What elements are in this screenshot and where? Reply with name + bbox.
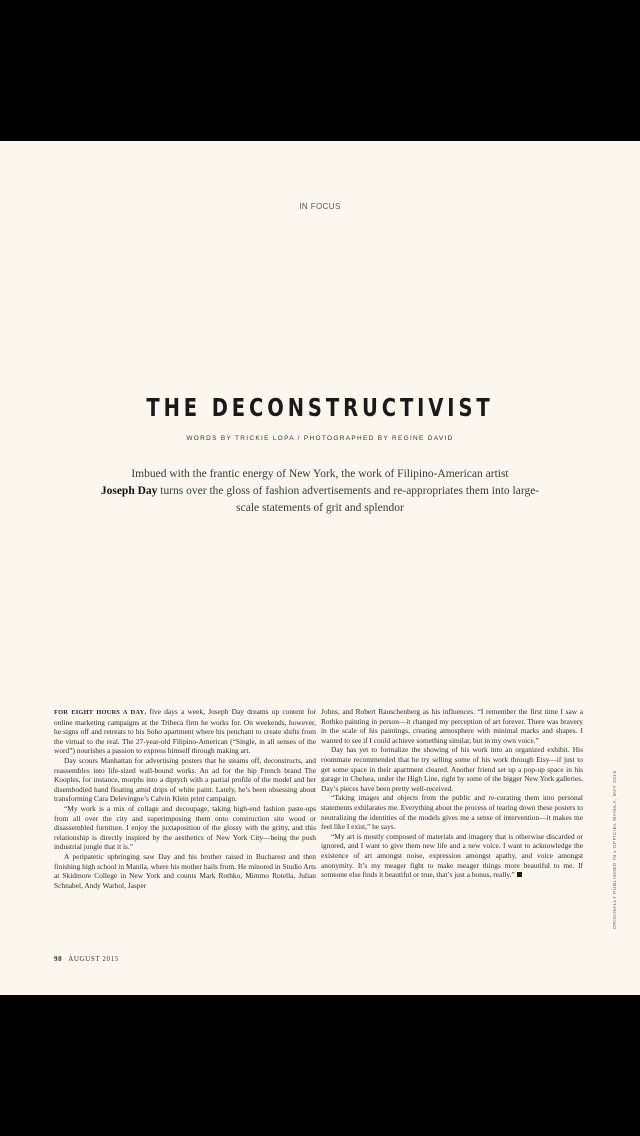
magazine-page (0, 141, 640, 995)
body-column-right (321, 707, 583, 880)
body-paragraph: Day scours Manhattan for advertising posters that he steams off, deconstructs, and reassembles into life-sized wall-bound works. An ad for the hip French brand The Kooples, for instance, morphs into a diptych with a partial profile of the model and her disembodied hand floating amid drips of white paint. Lately, he’s been obsessing about transforming Cara Delevingne’s Calvin Klein print campaign. (54, 755, 316, 804)
lead-in: FOR EIGHT HOURS A DAY (54, 709, 145, 716)
section-label: IN FOCUS (299, 202, 341, 211)
body-paragraph: FOR EIGHT HOURS A DAY, five days a week, Joseph Day dreams up content for online marketing campaigns at the Tribeca firm he works for. On weekends, however, he signs off and retreats to his Soho apartment where his penchant to create shifts from the virtual to the real. The 27-year-old Filipino-American (“Single, in all senses of the word”) nourishes a passion to express himself through making art. (54, 707, 316, 756)
issue-date: AUGUST 2015 (68, 955, 119, 963)
body-paragraph: “My art is mostly composed of materials and imagery that is otherwise discarded or ignored, and I want to give them new life and a new voice. I want to acknowledge the existence of art amongst noise, expression amongst apathy, and voice amongst anonymity. It’s my meager fight to make meager things more beautiful to me. If someone else finds it beautiful or true, that’s just a bonus, really.” (321, 831, 583, 880)
dek-line-rest: turns over the gloss of fashion advertisements and re-appropriates them into large-scale statements of grit and splendor (157, 485, 540, 514)
byline: WORDS BY TRICKIE LOPA / PHOTOGRAPHED BY REGINE DAVID (186, 435, 454, 442)
body-column-left (54, 707, 316, 890)
body-paragraph: A peripatetic upbringing saw Day and his brother raised in Bucharest and then finishing high school in Manila, where his mother hails from. He minored in Studio Arts at Skidmore College in New York and counts Mark Rothko, Mimmo Rotella, Julian Schnabel, Andy Warhol, Jasper (54, 851, 316, 890)
body-paragraph: Johns, and Robert Rauschenberg as his influences. “I remember the first time I saw a Rothko painting in person—it changed my perception of art forever. There was bravery in the scale of his paintings, creating atmosphere with minimal marks and shapes. I wanted to see if I could achieve something similar, but in my own voice.” (321, 707, 583, 745)
body-paragraph: “Taking images and objects from the public and re-curating them into personal statements exhilarates me. Everything about the process of tearing down these posters to neutralizing the identities of the models gives me a sense of intervention—it makes me feel like I exist,” he says. (321, 793, 583, 832)
side-credit: ORIGINALLY PUBLISHED IN L'OFFICIEL MANILA, MAY 2015 (613, 770, 618, 929)
end-mark-icon (517, 872, 522, 877)
dek-artist-name: Joseph Day (100, 485, 158, 497)
page-number: 98 (54, 955, 63, 963)
page-folio (54, 955, 119, 963)
article-dek (90, 466, 550, 517)
body-paragraph: Day has yet to formalize the showing of his work into an organized exhibit. His roommate recommended that he try selling some of his work through Etsy—if just to get some space in their apartment cleared. Another friend set up a pop-up space in his garage in Chelsea, under the High Line, right by some of the bigger New York galleries. Day’s pieces have been pretty well-received. (321, 745, 583, 793)
dek-line-1: Imbued with the frantic energy of New York, the work of Filipino-American artist (131, 468, 509, 480)
body-paragraph: “My work is a mix of collage and decoupage, taking high-end fashion paste-ups from all over the city and superimposing them onto construction site wood or disassembled furniture. I enjoy the juxtaposition of the glossy with the gritty, and this relationship is directly inspired by the aesthetics of New York City—being the posh industrial jungle that it is.” (54, 803, 316, 852)
article-title: THE DECONSTRUCTIVIST (146, 393, 494, 422)
